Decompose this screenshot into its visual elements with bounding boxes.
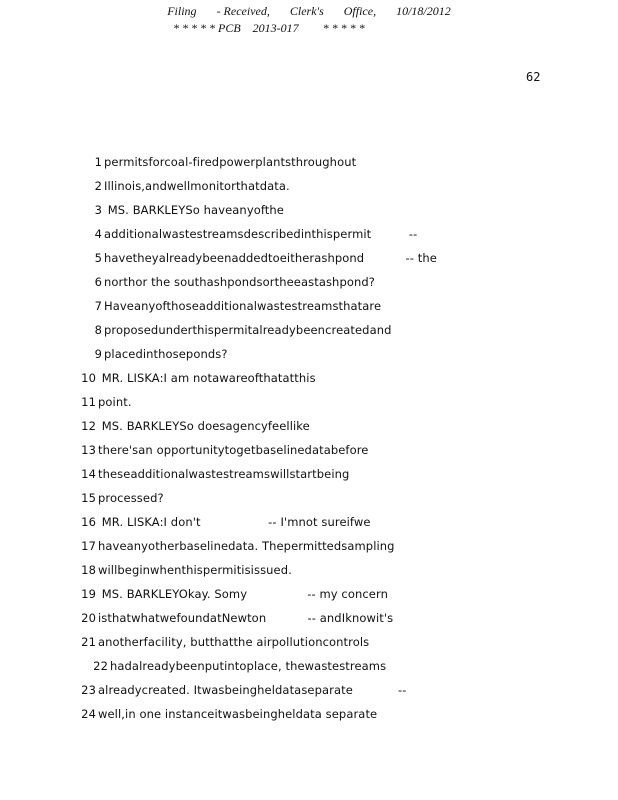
transcript-line [80, 536, 395, 556]
line-number: 23 [81, 683, 96, 697]
line-text: MS. BARKLEYSo haveanyofthe [104, 203, 284, 217]
transcript-line [80, 560, 292, 580]
line-text: placedinthoseponds? [104, 347, 228, 361]
line-number: 12 [81, 419, 96, 433]
transcript-line [86, 176, 290, 196]
line-text: isthatwhatwefoundatNewton -- andIknowit's [98, 611, 394, 625]
line-number: 8 [94, 323, 102, 337]
line-text: MS. BARKLEYSo doesagencyfeellike [98, 419, 310, 433]
line-text: MR. LISKA:I am notawareofthatatthis [98, 371, 316, 385]
line-text: Illinois,andwellmonitorthatdata. [104, 179, 290, 193]
filing-date: 10/18/2012 [396, 4, 451, 18]
transcript-line [86, 200, 284, 220]
line-number: 17 [81, 539, 96, 553]
line-text: permitsforcoal-firedpowerplantsthroughout [104, 155, 357, 169]
transcript-line [86, 272, 375, 292]
line-number: 19 [81, 587, 96, 601]
line-number: 10 [81, 371, 96, 385]
line-number: 15 [81, 491, 96, 505]
office-label: Office, [343, 4, 377, 18]
line-text: alreadycreated. Itwasbeingheldataseparate -- [98, 683, 407, 697]
line-number: 18 [81, 563, 96, 577]
transcript-line [80, 608, 393, 628]
transcript-line [86, 224, 417, 244]
line-number: 20 [81, 611, 96, 625]
line-text: proposedunderthispermitalreadybeencreatedand [104, 323, 392, 337]
line-number: 9 [94, 347, 102, 361]
transcript-line [80, 704, 377, 724]
transcript-line [80, 488, 164, 508]
transcript-line [80, 440, 368, 460]
docket-line: * * * * * PCB 2013-017 * * * * * [173, 21, 365, 35]
line-number: 3 [94, 203, 102, 217]
line-number: 22 [93, 659, 108, 673]
transcript-line [86, 248, 437, 268]
line-number: 24 [81, 707, 96, 721]
line-number: 13 [81, 443, 96, 457]
transcript-line [80, 416, 310, 436]
line-number: 14 [81, 467, 96, 481]
line-text: hadalreadybeenputintoplace, thewastestreams [110, 659, 387, 673]
transcript-line [80, 368, 316, 388]
line-number: 1 [94, 155, 102, 169]
transcript-line [80, 584, 388, 604]
line-text: there'san opportunitytogetbaselinedatabefore [98, 443, 369, 457]
line-text: point. [98, 395, 132, 409]
line-text: MR. LISKA:I don't -- I'mnot sureifwe [98, 515, 371, 529]
line-number: 4 [94, 227, 102, 241]
line-text: haveanyotherbaselinedata. Thepermittedsampling [98, 539, 395, 553]
line-number: 16 [81, 515, 96, 529]
line-number: 6 [94, 275, 102, 289]
page-number: 62 [526, 70, 541, 84]
line-text: anotherfacility, butthatthe airpollutioncontrols [98, 635, 370, 649]
line-text: MS. BARKLEYOkay. Somy -- my concern [98, 587, 388, 601]
line-text: Haveanyofthoseadditionalwastestreamsthatare [104, 299, 382, 313]
line-text: havetheyalreadybeenaddedtoeitherashpond -- the [104, 251, 437, 265]
transcript-line [80, 680, 406, 700]
transcript-line [80, 392, 132, 412]
line-text: additionalwastestreamsdescribedinthispermit -- [104, 227, 418, 241]
line-text: northor the southashpondsortheeastashpond? [104, 275, 375, 289]
transcript-line [86, 320, 392, 340]
transcript-line [80, 512, 371, 532]
line-number: 5 [94, 251, 102, 265]
filing-header [0, 4, 618, 19]
transcript-line [92, 656, 386, 676]
line-number: 21 [81, 635, 96, 649]
filing-label: Filing [167, 4, 197, 18]
transcript-line [86, 152, 356, 172]
clerks-label: Clerk's [289, 4, 324, 18]
transcript-line [80, 464, 349, 484]
transcript-line [86, 296, 381, 316]
line-number: 2 [94, 179, 102, 193]
line-number: 11 [81, 395, 96, 409]
transcript-line [86, 344, 228, 364]
line-number: 7 [94, 299, 102, 313]
line-text: willbeginwhenthispermitisissued. [98, 563, 292, 577]
transcript-line [80, 632, 369, 652]
received-label: - Received, [216, 4, 270, 18]
line-text: processed? [98, 491, 164, 505]
line-text: theseadditionalwastestreamswillstartbeing [98, 467, 350, 481]
line-text: well,in one instanceitwasbeingheldata separate [98, 707, 378, 721]
